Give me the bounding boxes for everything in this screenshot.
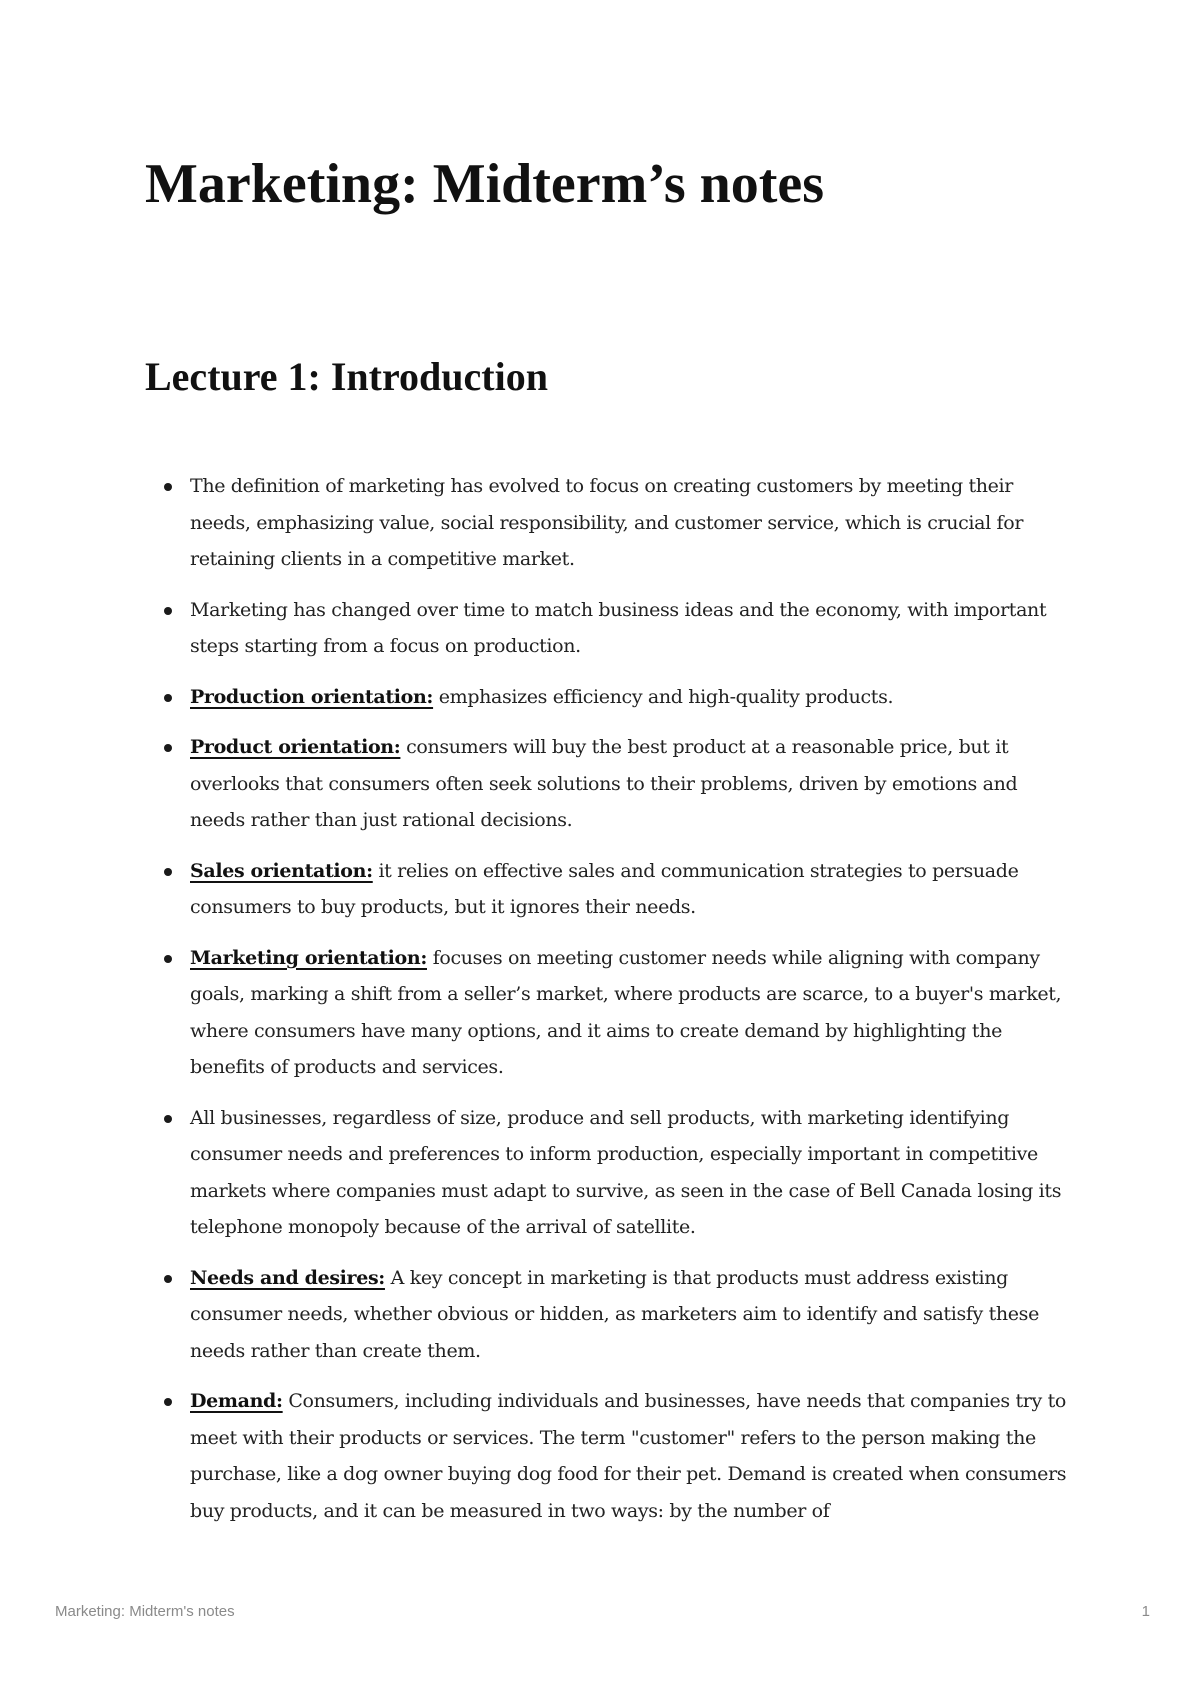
document-title: Marketing: Midterm’s notes: [145, 153, 825, 215]
list-item: [190, 853, 1070, 926]
bullet-icon: [164, 1398, 172, 1406]
footer-document-title: Marketing: Midterm's notes: [55, 1603, 235, 1620]
bullet-icon: [164, 868, 172, 876]
bullet-text: Consumers, including individuals and businesses, have needs that companies try to meet with their products or services. The term "customer" refers to the person making the purchase, like a dog owner buying dog food for their pet. Demand is created when consumers buy products, and it can be measured in two ways: by the number of: [190, 1390, 1067, 1522]
bullet-icon: [164, 607, 172, 615]
bullet-icon: [164, 744, 172, 752]
bullet-text: Marketing has changed over time to match business ideas and the economy, with important steps starting from a focus on production.: [190, 598, 1047, 657]
list-item: [190, 468, 1070, 578]
bullet-text: The definition of marketing has evolved to focus on creating customers by meeting their needs, emphasizing value, social responsibility, and customer service, which is crucial for retaining clients in a competitive market.: [190, 475, 1024, 570]
list-item: [190, 1383, 1070, 1529]
list-item: [190, 729, 1070, 839]
bullet-list: [190, 468, 1070, 1543]
bullet-icon: [164, 694, 172, 702]
bullet-term: Demand:: [190, 1390, 283, 1412]
bullet-term: Product orientation:: [190, 736, 401, 758]
footer-page-number: 1: [1141, 1603, 1150, 1620]
bullet-text: consumers will buy the best product at a reasonable price, but it overlooks that consumers often seek solutions to their problems, driven by emotions and needs rather than just rational decisions.: [190, 736, 1018, 831]
bullet-term: Needs and desires:: [190, 1266, 385, 1289]
bullet-text: focuses on meeting customer needs while aligning with company goals, marking a shift from a seller’s market, where products are scarce, to a buyer's market, where consumers have many options, and it aims to create demand by highlighting the benefits of products and services.: [190, 946, 1062, 1078]
list-item: [190, 679, 1070, 716]
bullet-text: it relies on effective sales and communication strategies to persuade consumers to buy products, but it ignores their needs.: [190, 859, 1019, 918]
list-item: [190, 940, 1070, 1086]
bullet-icon: [164, 1275, 172, 1283]
bullet-text: All businesses, regardless of size, produce and sell products, with marketing identifying consumer needs and preferences to inform production, especially important in competitive markets where companies must adapt to survive, as seen in the case of Bell Canada losing its telephone monopoly because of the arrival of satellite.: [190, 1106, 1062, 1238]
bullet-term: Production orientation:: [190, 685, 434, 708]
list-item: [190, 592, 1070, 665]
bullet-icon: [164, 1115, 172, 1123]
bullet-icon: [164, 955, 172, 963]
bullet-term: Marketing orientation:: [190, 946, 427, 969]
list-item: [190, 1100, 1070, 1246]
bullet-text: A key concept in marketing is that products must address existing consumer needs, whether obvious or hidden, as marketers aim to identify and satisfy these needs rather than create them.: [190, 1266, 1039, 1362]
bullet-icon: [164, 483, 172, 491]
bullet-term: Sales orientation:: [190, 859, 373, 882]
section-heading: Lecture 1: Introduction: [145, 354, 548, 399]
bullet-text: emphasizes efficiency and high-quality products.: [433, 685, 894, 708]
list-item: [190, 1260, 1070, 1370]
